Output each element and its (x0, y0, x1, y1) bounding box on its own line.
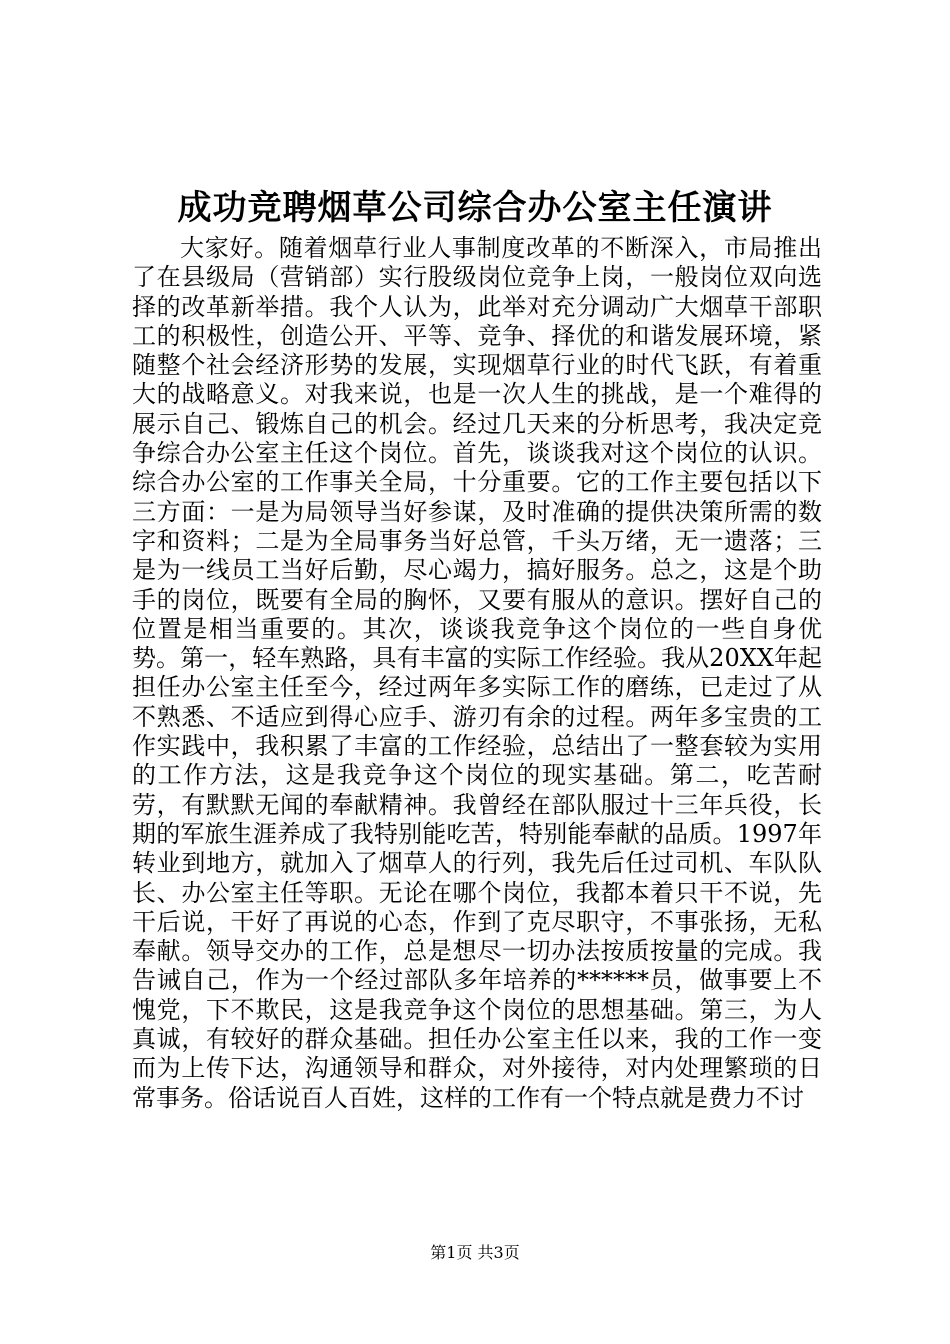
document-title: 成功竞聘烟草公司综合办公室主任演讲 (177, 188, 773, 228)
page-number-footer: 第1页 共3页 (430, 1243, 520, 1262)
document-body: 大家好。随着烟草行业人事制度改革的不断深入，市局推出了在县级局（营销部）实行股级岗位竞争上岗，一般岗位双向选择的改革新举措。我个人认为，此举对充分调动广大烟草干部职工的积极性，创造公开、平等、竞争、择优的和谐发展环境，紧随整个社会经济形势的发展，实现烟草行业的时代飞跃，有着重大的战略意义。对我来说，也是一次人生的挑战，是一个难得的展示自己、锻炼自己的机会。经过几天来的分析思考，我决定竞争综合办公室主任这个岗位。首先，谈谈我对这个岗位的认识。综合办公室的工作事关全局，十分重要。它的工作主要包括以下三方面：一是为局领导当好参谋，及时准确的提供决策所需的数字和资料；二是为全局事务当好总管，千头万绪，无一遗落；三是为一线员工当好后勤，尽心竭力，搞好服务。总之，这是个助手的岗位，既要有全局的胸怀，又要有服从的意识。摆好自己的位置是相当重要的。其次，谈谈我竞争这个岗位的一些自身优势。第一，轻车熟路，具有丰富的实际工作经验。我从20XX年起担任办公室主任至今，经过两年多实际工作的磨练，已走过了从不熟悉、不适应到得心应手、游刃有余的过程。两年多宝贵的工作实践中，我积累了丰富的工作经验，总结出了一整套较为实用的工作方法，这是我竞争这个岗位的现实基础。第二，吃苦耐劳，有默默无闻的奉献精神。我曾经在部队服过十三年兵役，长期的军旅生涯养成了我特别能吃苦，特别能奉献的品质。1997年转业到地方，就加入了烟草人的行列，我先后任过司机、车队队长、办公室主任等职。无论在哪个岗位，我都本着只干不说，先干后说，干好了再说的心态，作到了克尽职守，不事张扬，无私奉献。领导交办的工作，总是想尽一切办法按质按量的完成。我告诫自己，作为一个经过部队多年培养的******员，做事要上不愧党，下不欺民，这是我竞争这个岗位的思想基础。第三，为人真诚，有较好的群众基础。担任办公室主任以来，我的工作一变而为上传下达，沟通领导和群众，对外接待，对内处理繁琐的日常事务。俗话说百人百姓，这样的工作有一个特点就是费力不讨 (132, 234, 822, 1112)
